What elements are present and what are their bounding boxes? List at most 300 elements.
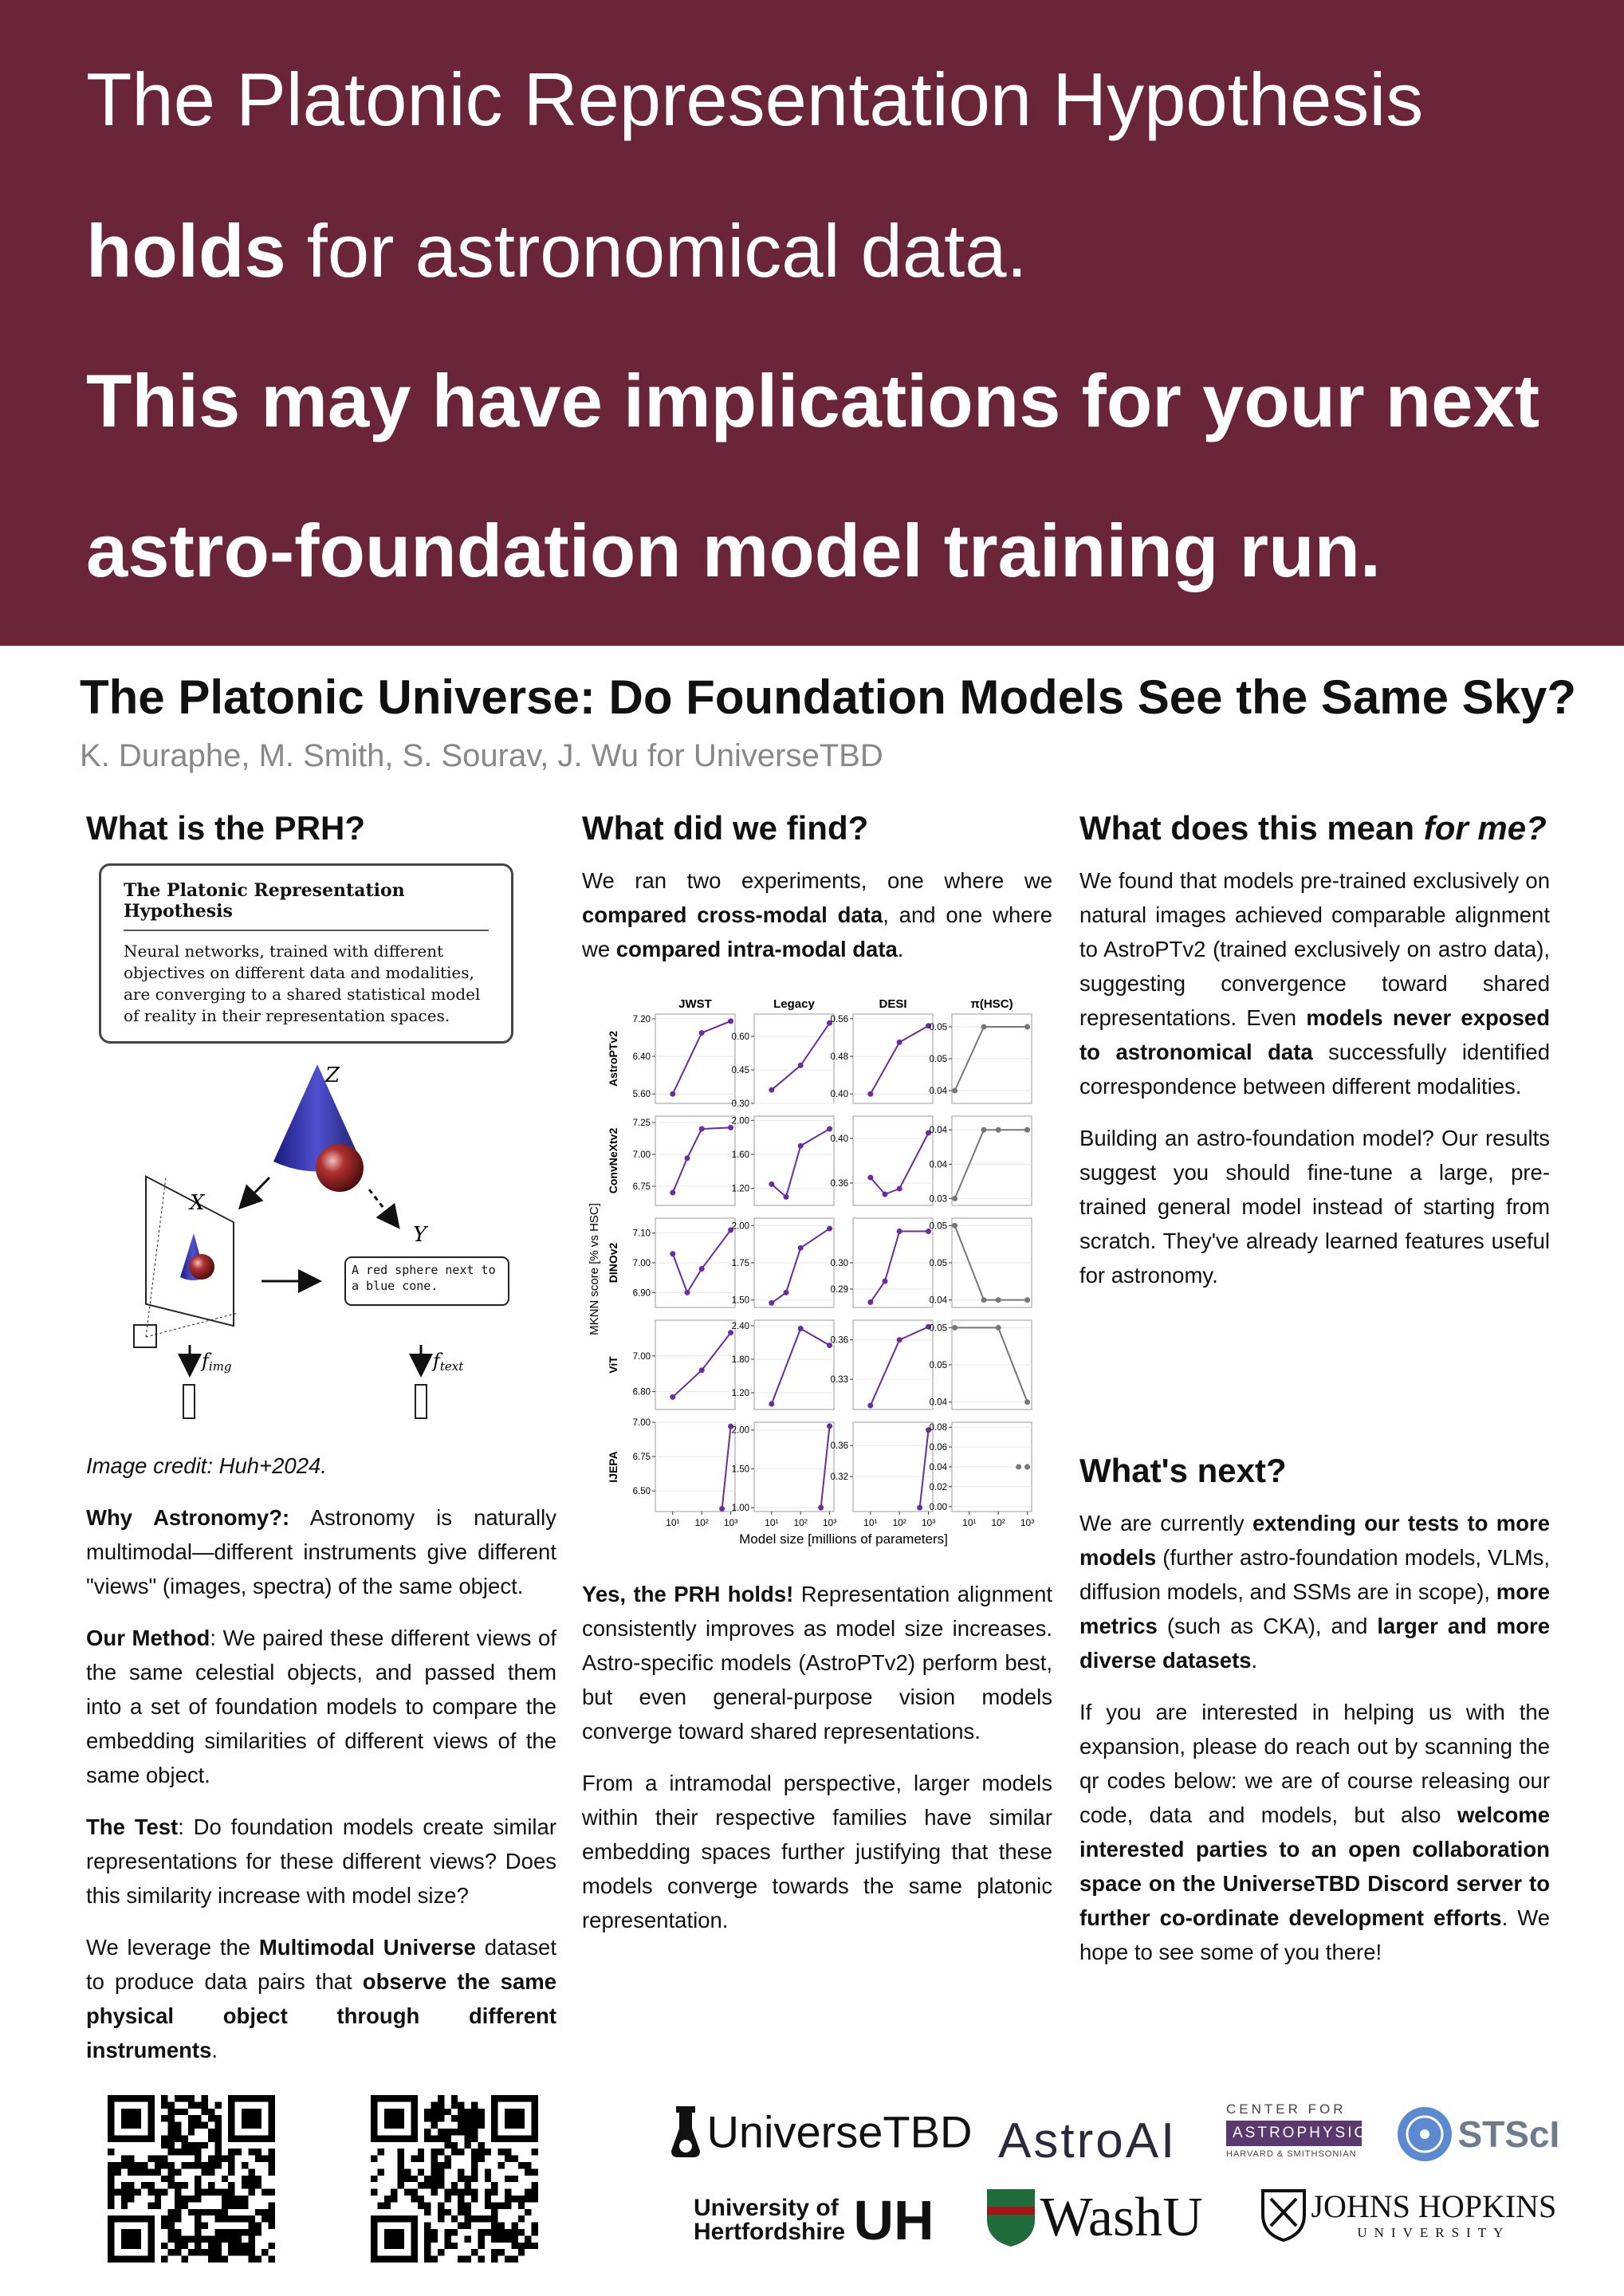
qr-code-1[interactable] [108, 2095, 275, 2263]
qr-module [128, 2182, 134, 2188]
label-x: X [190, 1191, 205, 1215]
qr-module [255, 2156, 261, 2162]
chart-column-label: π(HSC) [970, 997, 1013, 1011]
qr-module [384, 2196, 391, 2202]
qr-module [248, 2182, 254, 2188]
chart-data-point [728, 1018, 733, 1024]
qr-module [431, 2229, 438, 2235]
qr-code-2[interactable] [371, 2095, 538, 2263]
qr-module [214, 2235, 221, 2242]
projected-sphere [189, 1254, 214, 1280]
chart-data-point [981, 1024, 987, 1030]
qr-module [424, 2182, 431, 2188]
qr-module [121, 2202, 128, 2208]
qr-module [208, 2182, 214, 2188]
chart-x-tick-label: 10¹ [666, 1517, 680, 1528]
qr-module [188, 2122, 195, 2129]
qr-module [491, 2229, 497, 2235]
qr-module [444, 2142, 450, 2149]
qr-module [195, 2182, 201, 2188]
qr-module [498, 2249, 505, 2255]
qr-module [384, 2109, 404, 2129]
qr-module [478, 2215, 484, 2222]
chart-data-point [699, 1126, 705, 1132]
qr-module [222, 2235, 228, 2242]
qr-module [228, 2149, 234, 2155]
qr-module [485, 2215, 491, 2222]
qr-module [424, 2135, 431, 2141]
qr-module [181, 2202, 187, 2208]
qr-module [505, 2189, 511, 2196]
qr-module [505, 2109, 525, 2129]
qr-module [208, 2249, 214, 2255]
qr-module [228, 2229, 234, 2235]
chart-panel-frame [655, 1014, 735, 1103]
chart-panel-frame [655, 1116, 735, 1205]
mknn-chart [582, 990, 1052, 1548]
qr-module [485, 2189, 491, 2196]
chart-data-point [952, 1223, 957, 1229]
qr-module [505, 2256, 511, 2263]
image-credit: Image credit: Huh+2024. [86, 1453, 327, 1478]
qr-module [248, 2256, 254, 2263]
qr-module [478, 2229, 484, 2235]
qr-module [228, 2168, 234, 2175]
qr-module [451, 2115, 458, 2121]
qr-module [451, 2189, 458, 2196]
chart-data-point [897, 1040, 902, 1045]
qr-module [471, 2122, 478, 2129]
qr-module [261, 2215, 268, 2222]
qr-module [418, 2202, 424, 2208]
chart-data-point [897, 1337, 902, 1343]
qr-module [438, 2162, 444, 2168]
qr-module [269, 2243, 275, 2249]
qr-module [214, 2215, 221, 2222]
column-findings [582, 809, 1052, 1955]
chart-data-point [952, 1196, 957, 1201]
qr-module [147, 2156, 154, 2162]
headline-holds: holds [86, 209, 286, 293]
qr-module [511, 2229, 517, 2235]
qr-module [168, 2249, 175, 2255]
chart-y-tick-label: 6.40 [632, 1052, 651, 1063]
qr-module [202, 2235, 208, 2242]
qr-module [161, 2215, 167, 2222]
qr-module [458, 2149, 464, 2155]
chart-data-point [818, 1505, 824, 1511]
qr-module [498, 2162, 505, 2168]
qr-module [525, 2209, 531, 2215]
qr-module [208, 2162, 214, 2168]
qr-module [242, 2196, 248, 2202]
qr-module [431, 2162, 438, 2168]
camera-ray-1 [146, 1177, 166, 1337]
chart-row-label: ViT [607, 1356, 619, 1374]
qr-module [202, 2162, 208, 2168]
headline-line-2 [86, 207, 1028, 295]
chart-x-tick-label: 10² [793, 1517, 808, 1528]
chart-y-tick-label: 0.32 [830, 1472, 848, 1483]
qr-module [525, 2168, 531, 2175]
prh-holds-paragraph: Yes, the PRH holds! Representation alignment consistently improves as model size increases. Astro-specific models (AstroPTv2) perform best, but even general-purpose vision models converge toward shared representations. [582, 1582, 1053, 1744]
qr-module [175, 2122, 181, 2129]
qr-module [135, 2162, 141, 2168]
qr-module [498, 2149, 505, 2155]
qr-module [235, 2229, 242, 2235]
chart-y-tick-label: 0.30 [830, 1259, 848, 1268]
chart-data-point [897, 1229, 902, 1234]
qr-module [188, 2142, 195, 2149]
qr-module [181, 2162, 187, 2168]
qr-module [444, 2209, 450, 2215]
qr-module [168, 2223, 175, 2229]
qr-module [478, 2235, 484, 2242]
qr-module [511, 2156, 517, 2162]
washu-shield-icon [985, 2188, 1036, 2248]
qr-module [491, 2209, 497, 2215]
chart-y-tick-label: 0.36 [830, 1441, 848, 1452]
jhu-shield-icon [1260, 2186, 1307, 2242]
qr-module [195, 2196, 201, 2202]
qr-module [147, 2182, 154, 2188]
qr-module [214, 2162, 221, 2168]
qr-module [181, 2142, 187, 2149]
qr-module [424, 2229, 431, 2235]
qr-module [471, 2109, 478, 2115]
qr-module [161, 2115, 167, 2121]
chart-y-tick-label: 2.00 [731, 1425, 749, 1436]
qr-module [505, 2176, 511, 2182]
qr-module [471, 2156, 478, 2162]
qr-module [465, 2235, 471, 2242]
qr-module [424, 2243, 431, 2249]
poster-authors: K. Duraphe, M. Smith, S. Sourav, J. Wu for UniverseTBD [80, 738, 883, 773]
chart-panel-frame [853, 1320, 933, 1409]
qr-module [411, 2189, 417, 2196]
qr-module [181, 2149, 187, 2155]
chart-y-tick-label: 0.33 [830, 1375, 848, 1386]
qr-module [222, 2196, 228, 2202]
qr-module [121, 2229, 141, 2249]
qr-module [269, 2256, 275, 2263]
qr-module [175, 2243, 181, 2249]
chart-x-tick-label: 10¹ [765, 1517, 779, 1528]
qr-module [121, 2162, 128, 2168]
qr-module [444, 2129, 450, 2135]
qr-module [471, 2176, 478, 2182]
qr-module [248, 2235, 254, 2242]
qr-module [208, 2129, 214, 2135]
qr-module [175, 2149, 181, 2155]
chart-data-point [699, 1266, 705, 1272]
qr-module [471, 2215, 478, 2222]
qr-module [175, 2235, 181, 2242]
qr-module [444, 2189, 450, 2196]
qr-module [155, 2156, 161, 2162]
qr-module [202, 2189, 208, 2196]
qr-module [188, 2249, 195, 2255]
qr-module [195, 2229, 201, 2235]
qr-module [505, 2235, 511, 2242]
qr-module [214, 2156, 221, 2162]
qr-module [242, 2243, 248, 2249]
qr-module [214, 2129, 221, 2135]
chart-x-tick-label: 10³ [1020, 1517, 1035, 1528]
qr-module [235, 2215, 242, 2222]
chart-column-label: DESI [879, 997, 907, 1011]
qr-module [195, 2115, 201, 2121]
embedding-text [415, 1385, 427, 1418]
chart-data-point [769, 1300, 774, 1306]
chart-y-tick-label: 1.20 [731, 1184, 749, 1194]
qr-module [491, 2202, 497, 2208]
qr-module [222, 2229, 228, 2235]
qr-module [511, 2223, 517, 2229]
qr-module [121, 2196, 128, 2202]
qr-module [261, 2189, 268, 2196]
chart-y-tick-label: 6.80 [632, 1387, 651, 1398]
embedding-img [183, 1385, 195, 1418]
qr-module [141, 2162, 147, 2168]
qr-module [214, 2209, 221, 2215]
qr-module [451, 2182, 458, 2188]
qr-module [202, 2168, 208, 2175]
qr-module [248, 2215, 254, 2222]
qr-module [228, 2162, 234, 2168]
heading-what-is-prh: What is the PRH? [86, 809, 366, 847]
chart-y-tick-label: 0.06 [929, 1443, 947, 1453]
experiments-paragraph: We ran two experiments, one where we compared cross-modal data, and one where we compared intra-modal data. [582, 868, 1053, 961]
qr-module [465, 2182, 471, 2188]
qr-module [222, 2189, 228, 2196]
chart-y-tick-label: 1.60 [731, 1150, 749, 1160]
qr-module [242, 2182, 248, 2188]
qr-module [458, 2168, 464, 2175]
chart-data-point [996, 1127, 1001, 1133]
qr-module [431, 2176, 438, 2182]
qr-module [195, 2235, 201, 2242]
qr-module [465, 2142, 471, 2149]
qr-module [444, 2135, 450, 2141]
qr-module [485, 2202, 491, 2208]
qr-module [242, 2162, 248, 2168]
qr-module [202, 2122, 208, 2129]
qr-module [195, 2215, 201, 2222]
qr-module [202, 2142, 208, 2149]
qr-module [525, 2243, 531, 2249]
chart-row-label: AstroPTv2 [607, 1030, 619, 1087]
convergence-paragraph: We found that models pre-trained exclusively on natural images achieved comparable alignment to AstroPTv2 (trained exclusively on astro data), suggesting convergence toward shared representations. Even models never exposed to astronomical data successfully identified correspondence between different modalities. [1079, 868, 1550, 1099]
qr-module [202, 2223, 208, 2229]
chart-data-point [952, 1088, 957, 1094]
chart-y-tick-label: 6.90 [632, 1288, 651, 1299]
chart-data-point [769, 1087, 774, 1093]
qr-module [525, 2162, 531, 2168]
qr-module [175, 2168, 181, 2175]
chart-data-point [981, 1297, 987, 1303]
qr-module [478, 2156, 484, 2162]
qr-module [108, 2162, 114, 2168]
qr-module [248, 2176, 254, 2182]
camera-box [134, 1325, 156, 1347]
qr-module [404, 2189, 411, 2196]
qr-module [222, 2209, 228, 2215]
qr-module [485, 2149, 491, 2155]
headline-line-2-rest: for astronomical data. [285, 209, 1028, 293]
qr-module [255, 2176, 261, 2182]
qr-module [518, 2249, 525, 2255]
qr-module [242, 2229, 248, 2235]
qr-module [214, 2249, 221, 2255]
qr-module [532, 2223, 538, 2229]
chart-y-tick-label: 6.75 [632, 1182, 651, 1192]
qr-module [208, 2156, 214, 2162]
qr-module [128, 2156, 134, 2162]
qr-module [161, 2101, 167, 2108]
chart-panel-frame [655, 1320, 735, 1409]
chart-row-label: ConvNeXtv2 [607, 1127, 619, 1194]
qr-module [181, 2243, 187, 2249]
qr-module [458, 2196, 464, 2202]
qr-module [155, 2196, 161, 2202]
qr-module [242, 2202, 248, 2208]
qr-module [384, 2229, 404, 2249]
qr-module [114, 2189, 120, 2196]
qr-module [228, 2156, 234, 2162]
qr-module [121, 2189, 128, 2196]
qr-module [478, 2142, 484, 2149]
qr-module [438, 2215, 444, 2222]
chart-y-tick-label: 1.20 [731, 1389, 749, 1398]
qr-module [471, 2135, 478, 2141]
qr-module [424, 2223, 431, 2229]
qr-module [444, 2156, 450, 2162]
qr-module [242, 2176, 248, 2182]
headline-banner [0, 0, 1624, 646]
qr-module [222, 2176, 228, 2182]
qr-module [195, 2176, 201, 2182]
qr-module [195, 2243, 201, 2249]
qr-module [255, 2149, 261, 2155]
qr-module [175, 2249, 181, 2255]
qr-module [248, 2149, 254, 2155]
chart-y-tick-label: 2.00 [731, 1221, 749, 1232]
chart-y-tick-label: 0.04 [929, 1295, 947, 1306]
qr-module [518, 2215, 525, 2222]
qr-module [404, 2176, 411, 2182]
chart-data-point [1024, 1297, 1030, 1303]
qr-module [195, 2142, 201, 2149]
chart-y-tick-label: 0.00 [929, 1502, 947, 1512]
qr-module [168, 2182, 175, 2188]
qr-module [235, 2249, 242, 2255]
extending-paragraph: We are currently extending our tests to more models (further astro-foundation models, VLMs, diffusion models, and SSMs are in scope), more metrics (such as CKA), and larger and more diverse datasets. [1079, 1511, 1550, 1673]
chart-data-point [798, 1326, 804, 1331]
camera-ray-2 [146, 1313, 238, 1337]
chart-y-tick-label: 7.20 [632, 1014, 651, 1024]
qr-module [175, 2196, 181, 2202]
qr-module [222, 2215, 228, 2222]
qr-module [451, 2101, 458, 2108]
qr-module [444, 2229, 450, 2235]
qr-module [465, 2176, 471, 2182]
qr-module [465, 2129, 471, 2135]
qr-module [511, 2256, 517, 2263]
chart-data-point [798, 1245, 804, 1251]
qr-module [377, 2168, 383, 2175]
chart-y-tick-label: 2.00 [731, 1116, 749, 1126]
chart-data-point [827, 1226, 832, 1232]
qr-module [161, 2189, 167, 2196]
chart-y-tick-label: 0.08 [929, 1423, 947, 1433]
qr-module [532, 2182, 538, 2188]
qr-module [451, 2215, 458, 2222]
poster-title: The Platonic Universe: Do Foundation Models See the Same Sky? [80, 670, 1577, 724]
qr-module [269, 2223, 275, 2229]
chart-column-label: JWST [678, 997, 712, 1011]
qr-module [511, 2176, 517, 2182]
qr-module [269, 2168, 275, 2175]
qr-module [424, 2129, 431, 2135]
qr-module [431, 2149, 438, 2155]
qr-module [465, 2135, 471, 2141]
chart-y-tick-label: 0.05 [929, 1323, 947, 1334]
qr-module [424, 2249, 431, 2255]
qr-module [398, 2176, 404, 2182]
qr-module [202, 2101, 208, 2108]
chart-x-tick-label: 10³ [723, 1517, 738, 1528]
chart-y-tick-label: 0.05 [929, 1023, 947, 1032]
qr-module [478, 2243, 484, 2249]
qr-module [424, 2202, 431, 2208]
qr-module [465, 2202, 471, 2208]
qr-module [188, 2115, 195, 2121]
qr-module [181, 2109, 187, 2115]
label-z: Z [325, 1063, 340, 1087]
qr-module [214, 2135, 221, 2141]
qr-module [188, 2209, 195, 2215]
qr-module [228, 2189, 234, 2196]
qr-module [188, 2129, 195, 2135]
qr-module [511, 2235, 517, 2242]
qr-module [168, 2229, 175, 2235]
qr-module [161, 2243, 167, 2249]
qr-module [161, 2142, 167, 2149]
logo-universetbd: UniverseTBD [668, 2105, 972, 2159]
qr-module [471, 2168, 478, 2175]
qr-module [518, 2162, 525, 2168]
chart-y-tick-label: 7.00 [632, 1259, 651, 1268]
qr-module [261, 2209, 268, 2215]
qr-module [511, 2243, 517, 2249]
qr-module [255, 2209, 261, 2215]
qr-module [398, 2156, 404, 2162]
qr-module [228, 2243, 234, 2249]
qr-module [228, 2235, 234, 2242]
logo-stsci: STScI [1395, 2105, 1559, 2164]
column-implications [1079, 809, 1550, 1987]
qr-module [444, 2109, 450, 2115]
qr-module [108, 2168, 114, 2175]
qr-module [155, 2189, 161, 2196]
qr-module [242, 2215, 248, 2222]
qr-module [235, 2149, 242, 2155]
chart-data-point [867, 1299, 873, 1305]
qr-module [181, 2182, 187, 2188]
chart-data-point [827, 1423, 832, 1429]
qr-module [465, 2256, 471, 2263]
